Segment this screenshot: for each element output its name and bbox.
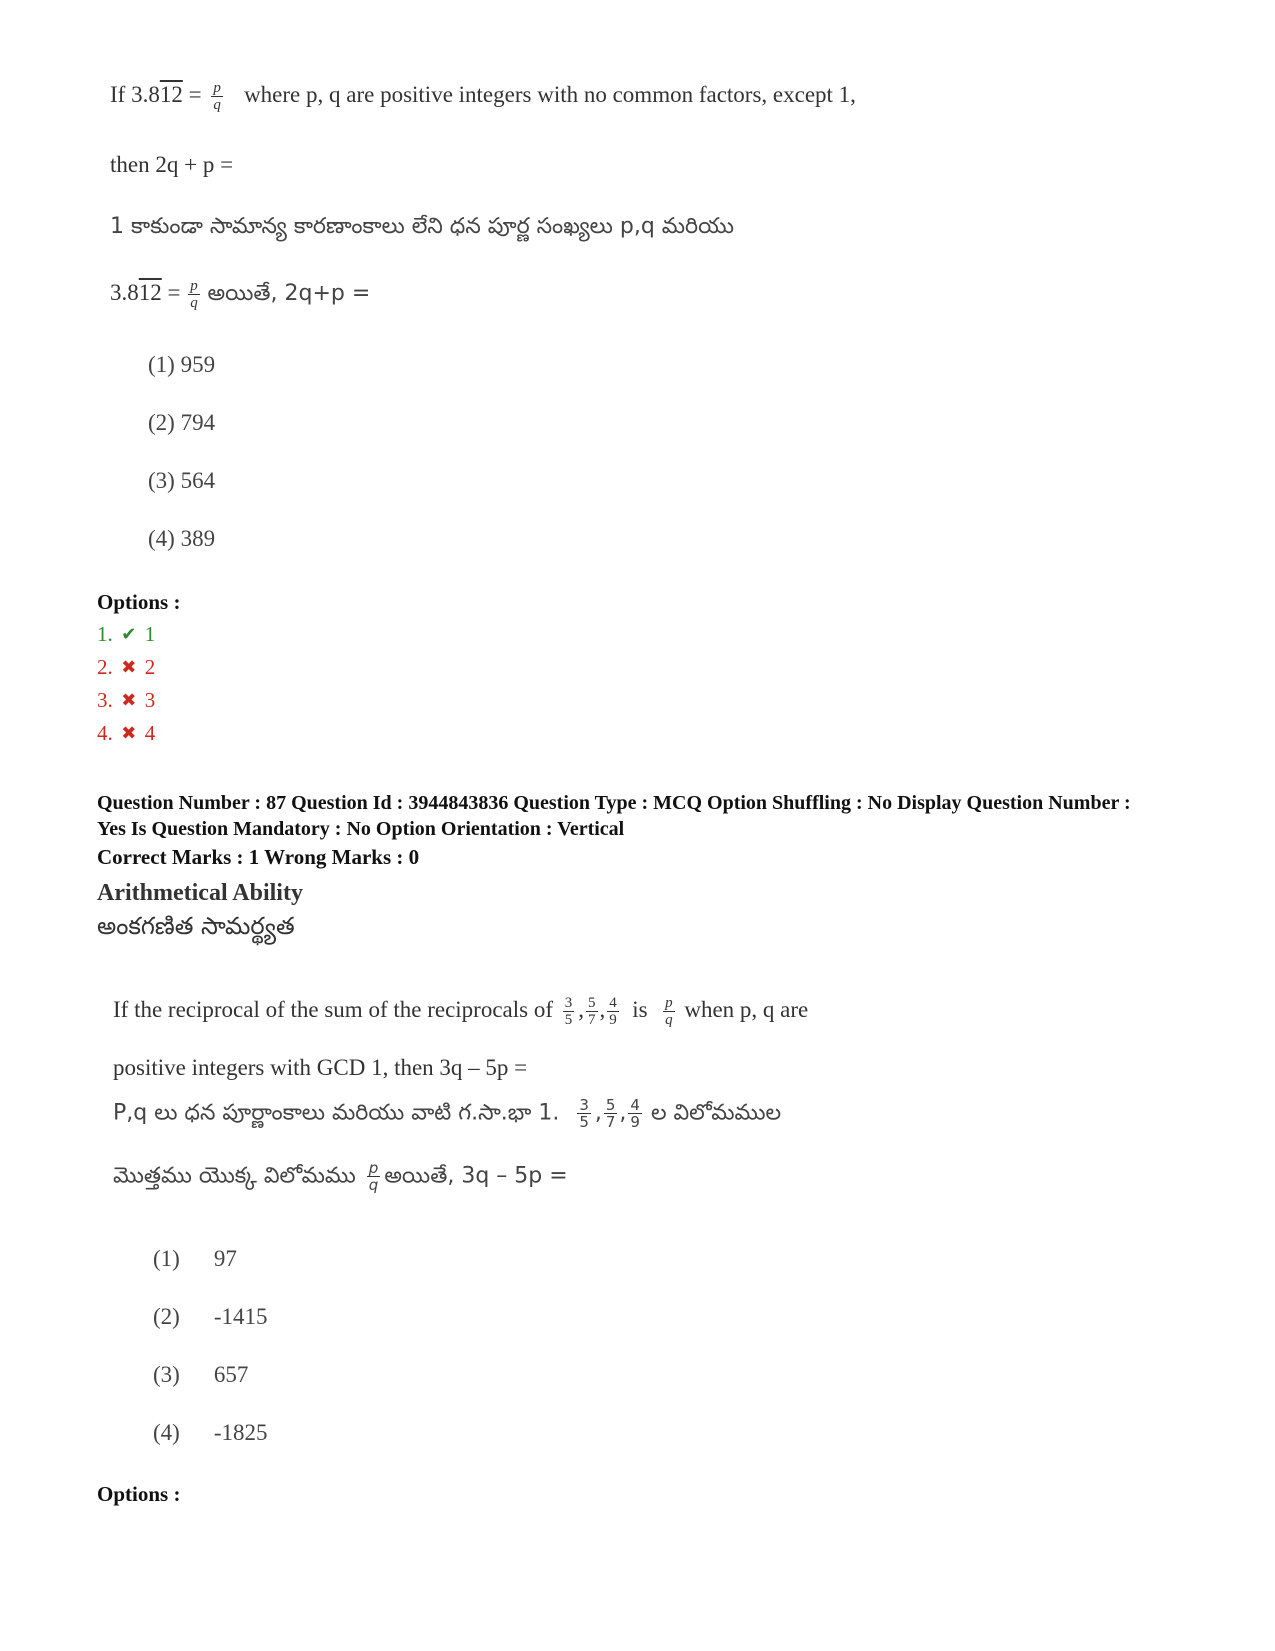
frac-denominator: q	[190, 295, 198, 311]
q86-choice-2: (2) 794	[148, 410, 216, 435]
q86-answer-2	[97, 655, 155, 680]
q86-answer-4	[97, 721, 155, 746]
q86-condition: where p, q are positive integers with no common factors, except 1,	[244, 81, 856, 107]
q86-fraction-pq	[211, 80, 223, 113]
q87-metadata: Question Number : 87 Question Id : 3944843836 Question Type : MCQ Option Shuffling : No Display Question Number : Yes Is Question Mandatory : No Option Orientation : Vertical	[97, 792, 1131, 840]
answer-number: 3.	[97, 688, 113, 712]
q86-te-fraction-pq	[188, 278, 200, 311]
frac-denominator: q	[665, 1012, 673, 1028]
choice-value: -1825	[213, 1420, 268, 1445]
frac-numerator: p	[368, 1159, 379, 1177]
q86-repeating-digits: 12	[159, 81, 183, 107]
frac-numerator: p	[190, 278, 198, 294]
cross-icon: ✖	[121, 657, 137, 677]
answer-number: 4.	[97, 721, 113, 745]
answer-value: 3	[144, 688, 156, 712]
frac-denominator: 7	[588, 1012, 596, 1028]
section-heading-te: అంకగణిత సామర్థ్యత	[97, 912, 295, 940]
q86-te-decimal-prefix: 3.8	[110, 279, 139, 305]
q86-te-line1: 1 కాకుండా సామాన్య కారణాంకాలు లేని ధన పూర్ణ సంఖ్యలు p,q మరియు	[110, 214, 734, 239]
answer-value: 4	[144, 721, 156, 745]
q86-en-line1	[110, 80, 856, 113]
frac-numerator: 5	[605, 1096, 616, 1114]
choice-number: (2)	[153, 1304, 180, 1329]
choice-value: 97	[213, 1246, 237, 1271]
q87-te-frac-3-5	[577, 1097, 591, 1130]
q87-te-intro: P,q లు ధన పూర్ణాంకాలు మరియు వాటి గ.సా.భా 1.	[113, 1100, 560, 1126]
frac-numerator: p	[665, 995, 673, 1011]
frac-numerator: 4	[609, 995, 617, 1011]
q87-choice-4	[153, 1420, 268, 1446]
q87-choice-3	[153, 1362, 248, 1388]
q87-te-frac-4-9	[628, 1097, 642, 1130]
cross-icon: ✖	[121, 723, 137, 743]
choice-number: (3)	[153, 1362, 180, 1387]
q87-frac-5-7	[586, 995, 598, 1028]
q86-answer-1	[97, 622, 155, 647]
q86-equals: =	[182, 81, 202, 107]
answer-value: 1	[144, 622, 156, 646]
frac-denominator: 5	[579, 1113, 589, 1131]
q87-en-line1: If the reciprocal of the sum of the reciprocals of $\frac{3}{5}$ , $\frac{5}{7}$ , $\frac{4}{9}$ is $\frac{p}{q}$ when p, q are	[113, 995, 809, 1028]
q86-te-condition: అయితే, 2q+p =	[207, 280, 371, 306]
q87-condition: when p, q are	[684, 996, 809, 1022]
q87-te-line2-suffix: అయితే, 3q – 5p =	[384, 1163, 568, 1189]
frac-denominator: 9	[609, 1012, 617, 1028]
frac-denominator: 5	[564, 1012, 573, 1028]
q87-te-fraction-pq	[367, 1160, 381, 1193]
q86-choice-3: (3) 564	[148, 468, 216, 493]
frac-denominator: q	[368, 1176, 379, 1194]
frac-denominator: 9	[630, 1113, 640, 1131]
frac-numerator: p	[213, 80, 221, 96]
frac-numerator: 5	[588, 995, 596, 1011]
q86-te-repeating-digits: 12	[138, 279, 162, 305]
choice-value: -1415	[213, 1304, 268, 1329]
q87-te-line2-prefix: మొత్తము యొక్క విలోమము	[113, 1163, 356, 1189]
choice-number: (4)	[153, 1420, 180, 1445]
q86-en-line2: then 2q + p =	[110, 152, 234, 177]
q87-en-line2: positive integers with GCD 1, then 3q – 5p =	[113, 1055, 528, 1080]
frac-denominator: 7	[605, 1113, 616, 1131]
answer-value: 2	[144, 655, 156, 679]
q87-fraction-pq	[663, 995, 675, 1028]
q87-intro: If the reciprocal of the sum of the reciprocals of	[113, 996, 553, 1022]
q86-te-equals: =	[161, 279, 181, 305]
q86-choice-4: (4) 389	[148, 526, 216, 551]
q86-choice-1: (1) 959	[148, 352, 216, 377]
q87-te-line1: P,q లు ధన పూర్ణాంకాలు మరియు వాటి గ.సా.భా 1. $\frac{3}{5}$ , $\frac{5}{7}$ , $\frac{4}{9}$ ల విలోమముల	[113, 1096, 782, 1131]
q87-choice-1	[153, 1246, 237, 1272]
answer-number: 2.	[97, 655, 113, 679]
cross-icon: ✖	[121, 690, 137, 710]
q87-choice-2	[153, 1304, 268, 1330]
choice-number: (1)	[153, 1246, 180, 1271]
q86-answer-3	[97, 688, 155, 713]
q87-frac-3-5	[563, 995, 575, 1028]
check-icon: ✔	[121, 624, 137, 644]
q87-is: is	[632, 996, 648, 1022]
q87-te-frac-5-7	[604, 1097, 618, 1130]
q87-options-label: Options :	[97, 1482, 181, 1506]
frac-numerator: 4	[630, 1096, 640, 1114]
q87-te-line2	[113, 1160, 568, 1194]
section-heading-en: Arithmetical Ability	[97, 880, 303, 906]
frac-numerator: 3	[564, 995, 573, 1011]
answer-number: 1.	[97, 622, 113, 646]
q86-decimal-prefix: If 3.8	[110, 81, 160, 107]
q87-frac-4-9	[607, 995, 619, 1028]
q87-te-suffix: ల విలోమముల	[650, 1100, 782, 1126]
frac-numerator: 3	[579, 1096, 589, 1114]
choice-value: 657	[213, 1362, 249, 1387]
q86-te-line2	[110, 278, 370, 311]
q86-options-label: Options :	[97, 590, 181, 614]
q87-marks: Correct Marks : 1 Wrong Marks : 0	[97, 845, 420, 869]
frac-denominator: q	[213, 97, 221, 113]
